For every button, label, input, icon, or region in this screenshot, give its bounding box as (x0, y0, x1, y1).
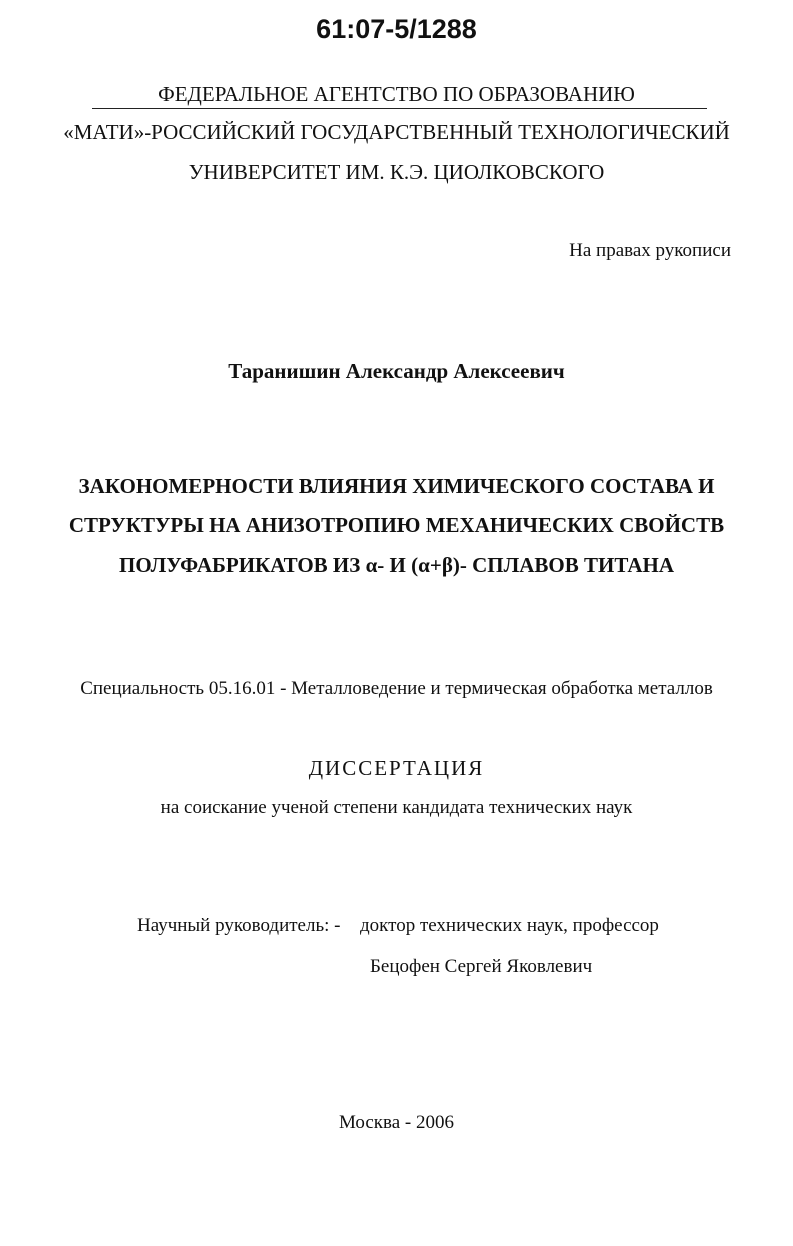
supervisor-name: Бецофен Сергей Яковлевич (370, 956, 593, 977)
document-type-heading: ДИССЕРТАЦИЯ (308, 756, 485, 780)
agency-name: ФЕДЕРАЛЬНОЕ АГЕНТСТВО ПО ОБРАЗОВАНИЮ (158, 82, 635, 106)
archive-stamp: 61:07-5/1288 (316, 14, 477, 44)
city-year: Москва - 2006 (338, 1112, 455, 1133)
header-divider (92, 108, 707, 109)
specialty-line: Специальность 05.16.01 - Металловедение и термическая обработка металлов (80, 678, 713, 699)
supervisor-label: Научный руководитель: - (137, 915, 341, 936)
dissertation-title-line1: ЗАКОНОМЕРНОСТИ ВЛИЯНИЯ ХИМИЧЕСКОГО СОСТАВА И (78, 474, 715, 498)
degree-line: на соискание ученой степени кандидата технических наук (160, 797, 633, 818)
manuscript-rights-note: На правах рукописи (569, 240, 731, 261)
dissertation-title-line3: ПОЛУФАБРИКАТОВ ИЗ α- И (α+β)- СПЛАВОВ ТИТАНА (119, 553, 674, 577)
supervisor-title: доктор технических наук, профессор (360, 915, 659, 936)
university-name-line1: «МАТИ»-РОССИЙСКИЙ ГОСУДАРСТВЕННЫЙ ТЕХНОЛОГИЧЕСКИЙ (63, 120, 730, 144)
dissertation-title-line2: СТРУКТУРЫ НА АНИЗОТРОПИЮ МЕХАНИЧЕСКИХ СВОЙСТВ (68, 513, 725, 537)
university-name-line2: УНИВЕРСИТЕТ ИМ. К.Э. ЦИОЛКОВСКОГО (188, 160, 605, 184)
author-name: Таранишин Александр Алексеевич (228, 359, 565, 383)
